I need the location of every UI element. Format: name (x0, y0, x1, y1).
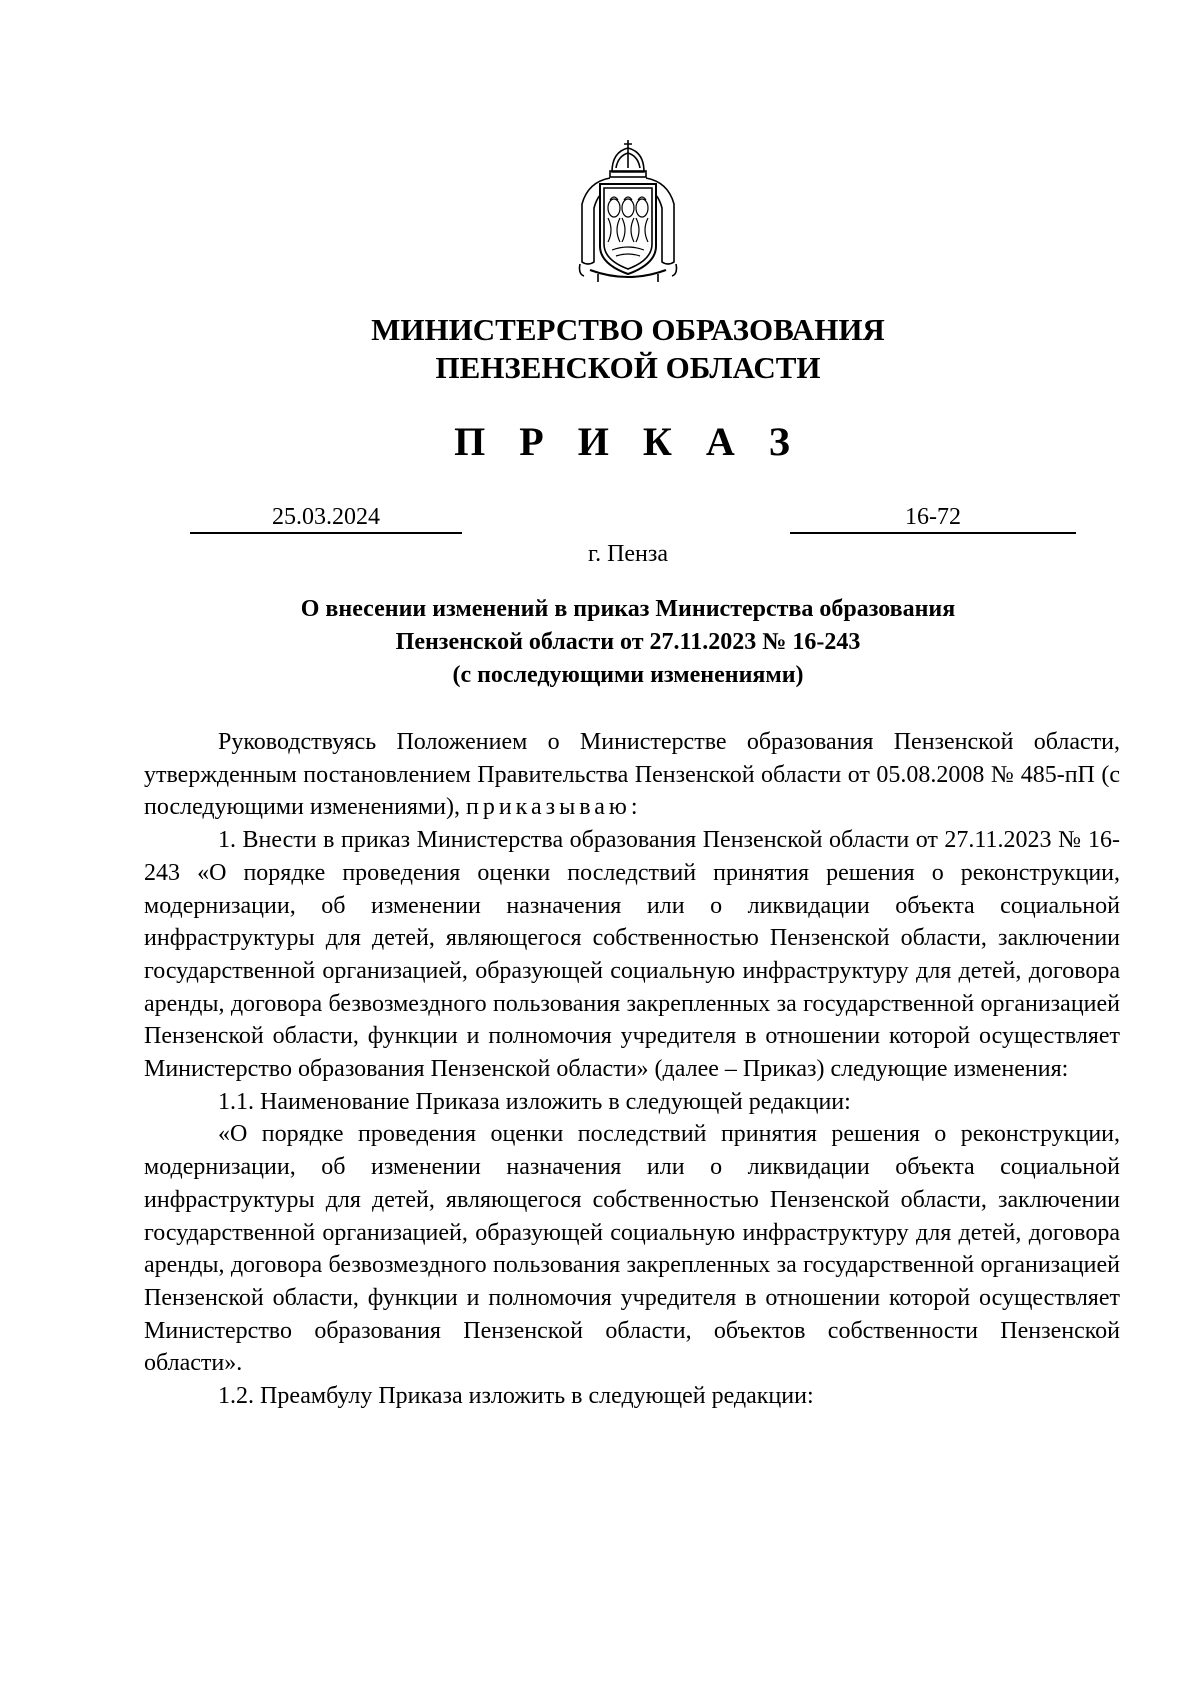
document-date: 25.03.2024 (272, 504, 380, 530)
document-title-line1: О внесении изменений в приказ Министерства образования (300, 596, 956, 622)
penza-region-coat-of-arms-icon (572, 138, 684, 284)
document-title-line3: (с последующими изменениями) (452, 662, 804, 688)
order-word: приказываю: (465, 794, 642, 821)
date-underline (190, 532, 462, 534)
item-1-1-paragraph: 1.1. Наименование Приказа изложить в следующей редакции: (218, 1088, 851, 1115)
preamble-paragraph (144, 726, 1120, 824)
document-city: г. Пенза (587, 541, 669, 567)
document-number: 16-72 (905, 504, 961, 530)
item-1-2-paragraph: 1.2. Преамбулу Приказа изложить в следующей редакции: (218, 1383, 814, 1410)
ministry-name-line1: МИНИСТЕРСТВО ОБРАЗОВАНИЯ (371, 312, 885, 347)
item-1-1-quote-paragraph: «О порядке проведения оценки последствий принятия решения о реконструкции, модернизации, об изменении назначения или о ликвидации объекта социальной инфраструктуры для детей, являющегося собственностью Пензенской области, заключении государственной организацией, образующей социальную инфраструктуру для детей, договора аренды, договора безвозмездного пользования закрепленных за государственной организацией Пензенской области, функции и полномочия учредителя в отношении которой осуществляет Министерство образования Пензенской области, объектов собственности Пензенской области». (144, 1121, 1120, 1377)
document-title-line2: Пензенской области от 27.11.2023 № 16-243 (395, 629, 861, 655)
number-underline (790, 532, 1076, 534)
document-type-heading: П Р И К А З (454, 419, 802, 464)
preamble-text: Руководствуясь Положением о Министерстве образования Пензенской области, утвержденным постановлением Правительства Пензенской области от 05.08.2008 № 485-пП (с последующими изменениями), (144, 729, 1120, 821)
ministry-name-line2: ПЕНЗЕНСКОЙ ОБЛАСТИ (435, 350, 821, 385)
document-body (144, 726, 1120, 1413)
item-1-paragraph: 1. Внести в приказ Министерства образования Пензенской области от 27.11.2023 № 16-243 «О порядке проведения оценки последствий принятия решения о реконструкции, модернизации, об изменении назначения или о ликвидации объекта социальной инфраструктуры для детей, являющегося собственностью Пензенской области, заключении государственной организацией, образующей социальную инфраструктуру для детей, договора аренды, договора безвозмездного пользования закрепленных за государственной организацией Пензенской области, функции и полномочия учредителя в отношении которой осуществляет Министерство образования Пензенской области» (далее – Приказ) следующие изменения: (144, 827, 1120, 1083)
